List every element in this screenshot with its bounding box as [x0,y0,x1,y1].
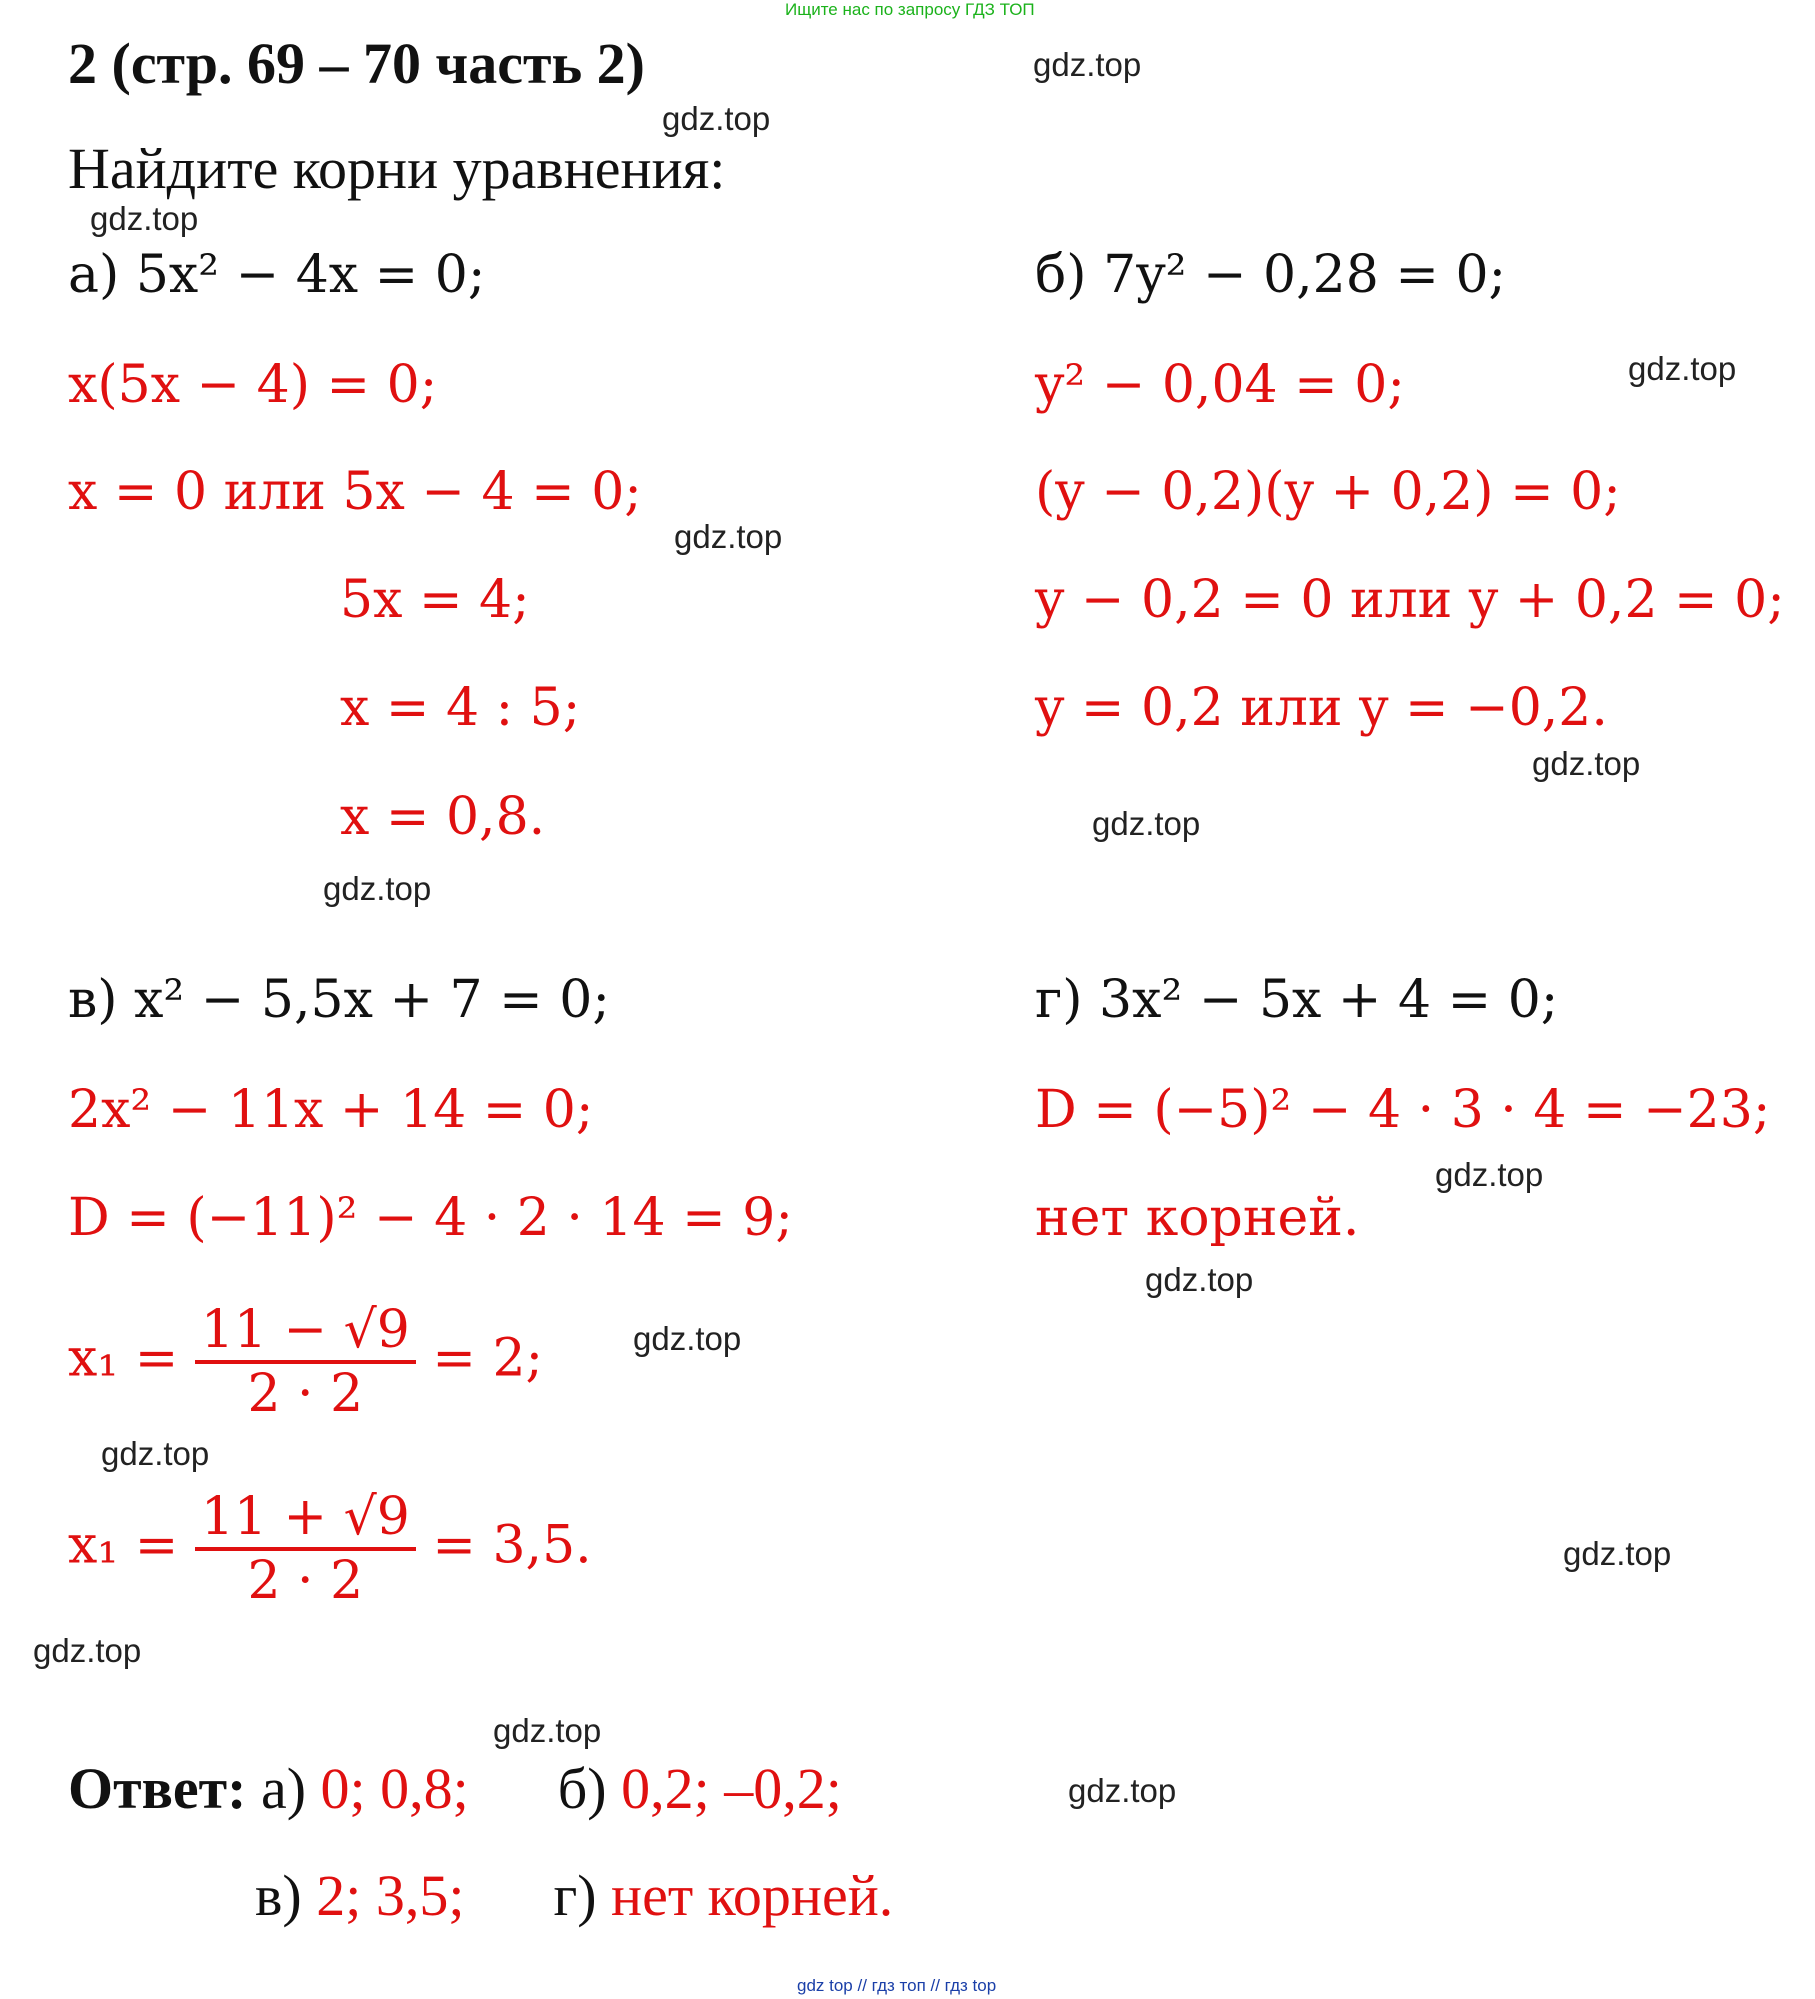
v-root-2-denominator: 2 · 2 [195,1547,416,1611]
a-step-4: x = 4 : 5; [340,678,581,738]
b-step-1: y² − 0,04 = 0; [1035,355,1405,415]
watermark: gdz.top [633,1320,742,1357]
watermark: gdz.top [1563,1535,1672,1572]
g-step-2: нет корней. [1035,1188,1360,1248]
a-step-2: x = 0 или 5x − 4 = 0; [68,462,642,522]
answer-v-value: 2; 3,5; [316,1863,465,1928]
g-step-1: D = (−5)² − 4 · 3 · 4 = −23; [1035,1080,1771,1140]
answer-v-label: в) [255,1863,302,1928]
task-v: в) x² − 5,5x + 7 = 0; [68,970,610,1030]
v-root-2-rhs: = 3,5. [432,1515,592,1576]
watermark: gdz.top [674,518,783,555]
a-step-5: x = 0,8. [340,787,546,847]
watermark: gdz.top [1532,745,1641,782]
v-root-2-fraction [195,1487,416,1611]
answer-label: Ответ: [68,1756,247,1821]
watermark: gdz.top [323,870,432,907]
v-root-1-rhs: = 2; [432,1328,544,1389]
watermark: gdz.top [1435,1156,1544,1193]
v-root-1-fraction [195,1300,416,1424]
v-root-2-lhs: x₁ = [68,1515,179,1576]
answer-a-value: 0; 0,8; [320,1756,469,1821]
v-root-1 [68,1300,543,1424]
b-step-2: (y − 0,2)(y + 0,2) = 0; [1035,462,1621,522]
answer-g-label: г) [553,1863,597,1928]
watermark: gdz.top [1145,1261,1254,1298]
watermark: gdz.top [1033,46,1142,83]
watermark: gdz.top [33,1632,142,1669]
answer-line-2 [255,1862,893,1929]
answer-b-value: 0,2; –0,2; [621,1756,842,1821]
v-step-2: D = (−11)² − 4 · 2 · 14 = 9; [68,1188,793,1248]
v-root-1-numerator: 11 − √9 [200,1300,410,1360]
footer-note: gdz top // гдз топ // гдз top [797,1976,997,1995]
v-step-1: 2x² − 11x + 14 = 0; [68,1080,594,1140]
v-root-2-numerator: 11 + √9 [200,1487,410,1547]
watermark: gdz.top [1068,1772,1177,1809]
watermark: gdz.top [101,1435,210,1472]
answer-a-label: а) [260,1756,307,1821]
watermark: gdz.top [493,1712,602,1749]
watermark: gdz.top [1092,805,1201,842]
task-g: г) 3x² − 5x + 4 = 0; [1035,970,1559,1030]
answer-g-value: нет корней. [611,1863,894,1928]
b-step-3: y − 0,2 = 0 или y + 0,2 = 0; [1035,570,1785,630]
v-root-2 [68,1487,592,1611]
task-a: а) 5x² − 4x = 0; [68,245,486,305]
watermark: gdz.top [90,200,199,237]
answer-line-1 [68,1755,842,1822]
top-note: Ищите нас по запросу ГДЗ ТОП [785,0,1035,19]
answer-b-label: б) [557,1756,607,1821]
watermark: gdz.top [662,100,771,137]
a-step-3: 5x = 4; [340,570,530,630]
watermark: gdz.top [1628,350,1737,387]
b-step-4: y = 0,2 или y = −0,2. [1035,678,1608,738]
v-root-1-denominator: 2 · 2 [195,1360,416,1424]
task-b: б) 7y² − 0,28 = 0; [1035,245,1507,305]
a-step-1: x(5x − 4) = 0; [68,355,438,415]
page-title: 2 (стр. 69 – 70 часть 2) [68,31,645,96]
v-root-1-lhs: x₁ = [68,1328,179,1389]
task-heading: Найдите корни уравнения: [68,136,726,201]
